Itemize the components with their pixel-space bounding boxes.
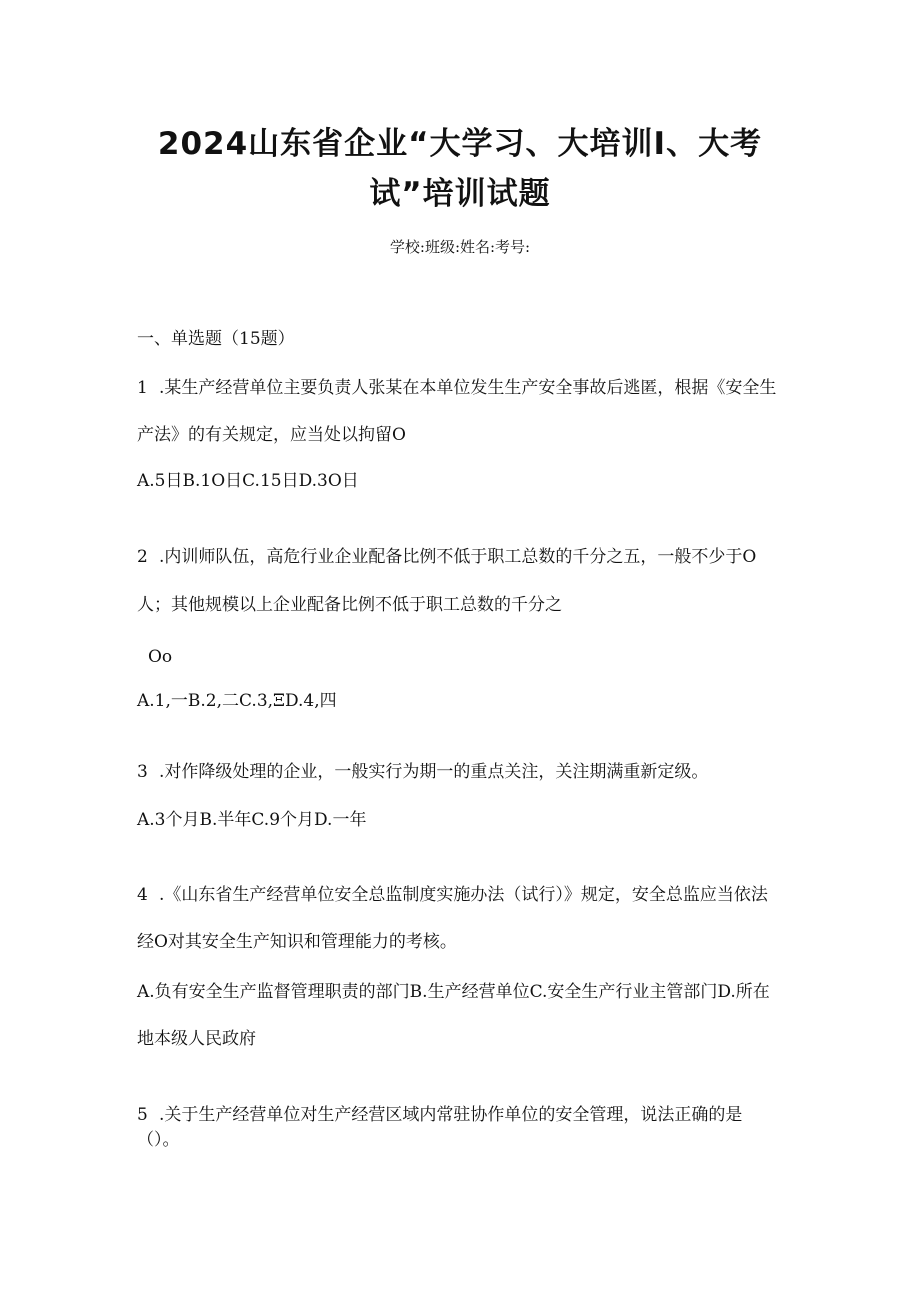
document-title-line-2: 试”培训试题 — [369, 176, 551, 212]
section-heading: 一、单选题（15题） — [137, 329, 295, 349]
question-text: .某生产经营单位主要负责人张某在本单位发生生产安全事故后逃匿，根据《安全生 — [159, 378, 777, 398]
question-number: 1 — [137, 378, 148, 398]
question-text: .关于生产经营单位对生产经营区域内常驻协作单位的安全管理，说法正确的是 — [159, 1105, 743, 1125]
question-4-stem-line-1 — [137, 883, 768, 907]
question-1-options: A.5日B.1O日C.15日D.3O日 — [137, 471, 359, 491]
question-1-stem-line-1 — [137, 376, 776, 400]
question-5-stem-line-1 — [137, 1103, 742, 1127]
question-text: .对作降级处理的企业，一般实行为期一的重点关注，关注期满重新定级。 — [159, 762, 709, 782]
student-info-line: 学校:班级:姓名:考号: — [389, 238, 531, 256]
question-2-stem-line-3: Oo — [148, 647, 173, 667]
question-text: .《山东省生产经营单位安全总监制度实施办法（试行）》规定，安全总监应当依法 — [159, 885, 768, 905]
question-2-stem-line-2: 人；其他规模以上企业配备比例不低于职工总数的千分之 — [137, 595, 562, 615]
question-3-options: A.3个月B.半年C.9个月D.一年 — [137, 810, 367, 830]
question-number: 4 — [137, 885, 148, 905]
question-4-options-line-2: 地本级人民政府 — [137, 1029, 256, 1049]
question-number: 3 — [137, 762, 148, 782]
question-1-stem-line-2: 产法》的有关规定，应当处以拘留O — [137, 425, 406, 445]
question-2-options: A.1,一B.2,二C.3,ΞD.4,四 — [137, 691, 337, 711]
question-4-stem-line-2: 经O对其安全生产知识和管理能力的考核。 — [137, 932, 457, 952]
question-5-stem-line-2: （）。 — [137, 1130, 180, 1150]
question-4-options-line-1: A.负有安全生产监督管理职责的部门B.生产经营单位C.安全生产行业主管部门D.所在 — [137, 982, 770, 1002]
question-number: 5 — [137, 1105, 148, 1125]
question-text: .内训师队伍，高危行业企业配备比例不低于职工总数的千分之五，一般不少于O — [159, 547, 757, 567]
question-3-stem-line-1 — [137, 760, 708, 784]
question-number: 2 — [137, 547, 148, 567]
question-2-stem-line-1 — [137, 545, 756, 569]
document-title-line-1: 2024山东省企业“大学习、大培训I、大考 — [157, 126, 763, 162]
